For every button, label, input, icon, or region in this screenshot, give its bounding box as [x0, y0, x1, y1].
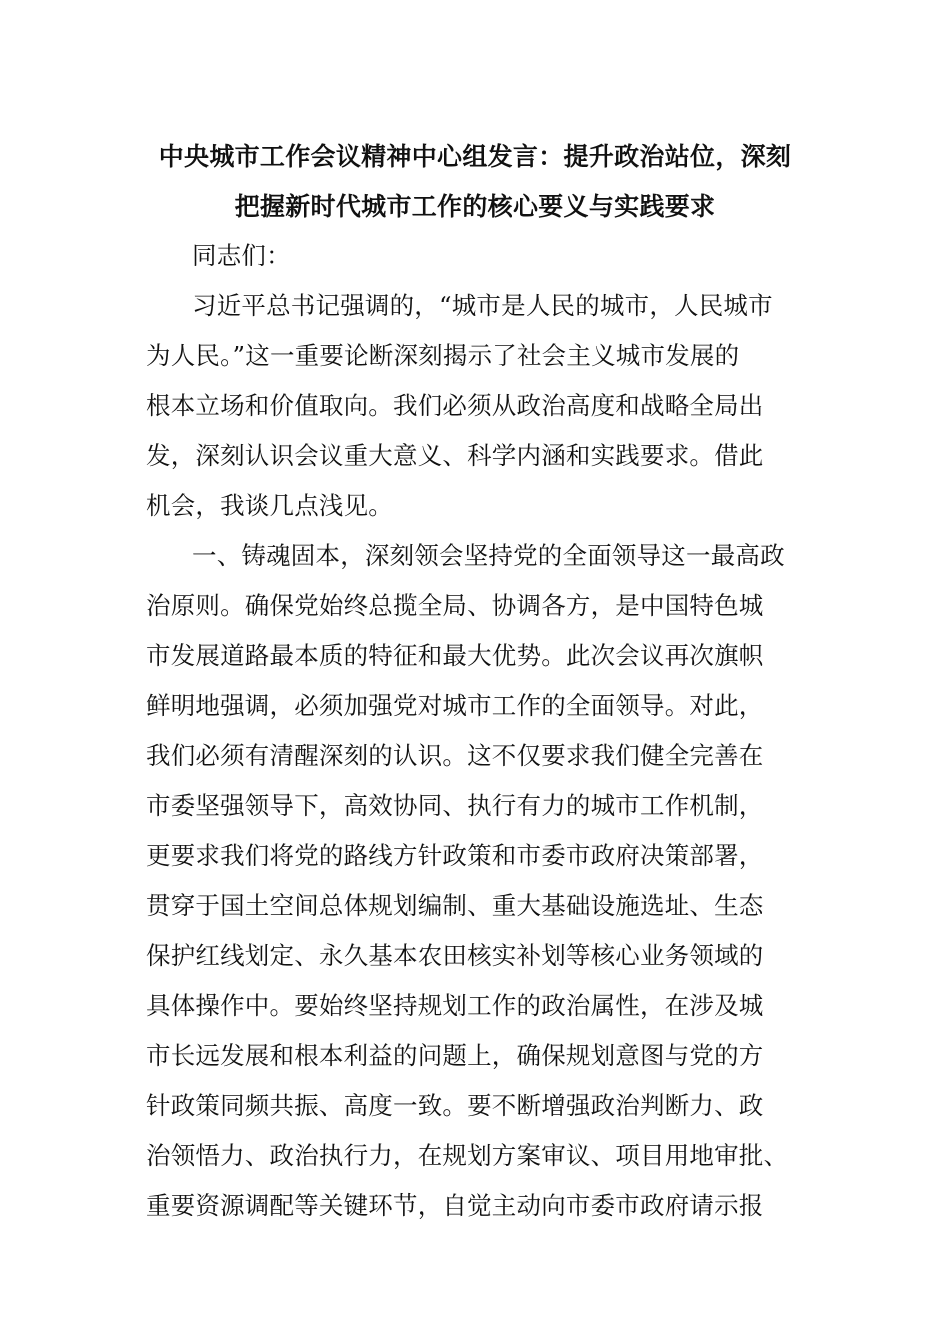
paragraph2-line: 鲜明地强调，必须加强党对城市工作的全面领导。对此，	[146, 691, 764, 720]
paragraph2-line: 更要求我们将党的路线方针政策和市委市政府决策部署，	[146, 841, 764, 870]
paragraph2-line: 市长远发展和根本利益的问题上，确保规划意图与党的方	[146, 1041, 764, 1070]
greeting: 同志们：	[192, 241, 291, 270]
paragraph2-line: 贯穿于国土空间总体规划编制、重大基础设施选址、生态	[146, 891, 764, 920]
paragraph2-line: 市发展道路最本质的特征和最大优势。此次会议再次旗帜	[146, 641, 764, 670]
paragraph2-line: 保护红线划定、永久基本农田核实补划等核心业务领域的	[146, 941, 764, 970]
paragraph2-line: 重要资源调配等关键环节，自觉主动向市委市政府请示报	[146, 1191, 764, 1220]
document-title-line-2: 把握新时代城市工作的核心要义与实践要求	[234, 192, 716, 221]
paragraph2-line: 一、铸魂固本，深刻领会坚持党的全面领导这一最高政	[192, 541, 785, 570]
paragraph1-line: 根本立场和价值取向。我们必须从政治高度和战略全局出	[146, 391, 764, 420]
paragraph2-line: 市委坚强领导下，高效协同、执行有力的城市工作机制，	[146, 791, 764, 820]
paragraph1-line: 习近平总书记强调的，“城市是人民的城市，人民城市	[192, 291, 773, 320]
paragraph1-line: 为人民。”这一重要论断深刻揭示了社会主义城市发展的	[146, 341, 740, 370]
paragraph2-line: 针政策同频共振、高度一致。要不断增强政治判断力、政	[146, 1091, 764, 1120]
paragraph2-line: 我们必须有清醒深刻的认识。这不仅要求我们健全完善在	[146, 741, 764, 770]
paragraph2-line: 治原则。确保党始终总揽全局、协调各方，是中国特色城	[146, 591, 764, 620]
paragraph1-line: 机会，我谈几点浅见。	[146, 491, 393, 520]
document-title-line-1: 中央城市工作会议精神中心组发言：提升政治站位，深刻	[158, 142, 792, 171]
paragraph1-line: 发，深刻认识会议重大意义、科学内涵和实践要求。借此	[146, 441, 764, 470]
paragraph2-line: 具体操作中。要始终坚持规划工作的政治属性，在涉及城	[146, 991, 764, 1020]
paragraph2-line: 治领悟力、政治执行力，在规划方案审议、项目用地审批、	[146, 1141, 789, 1170]
